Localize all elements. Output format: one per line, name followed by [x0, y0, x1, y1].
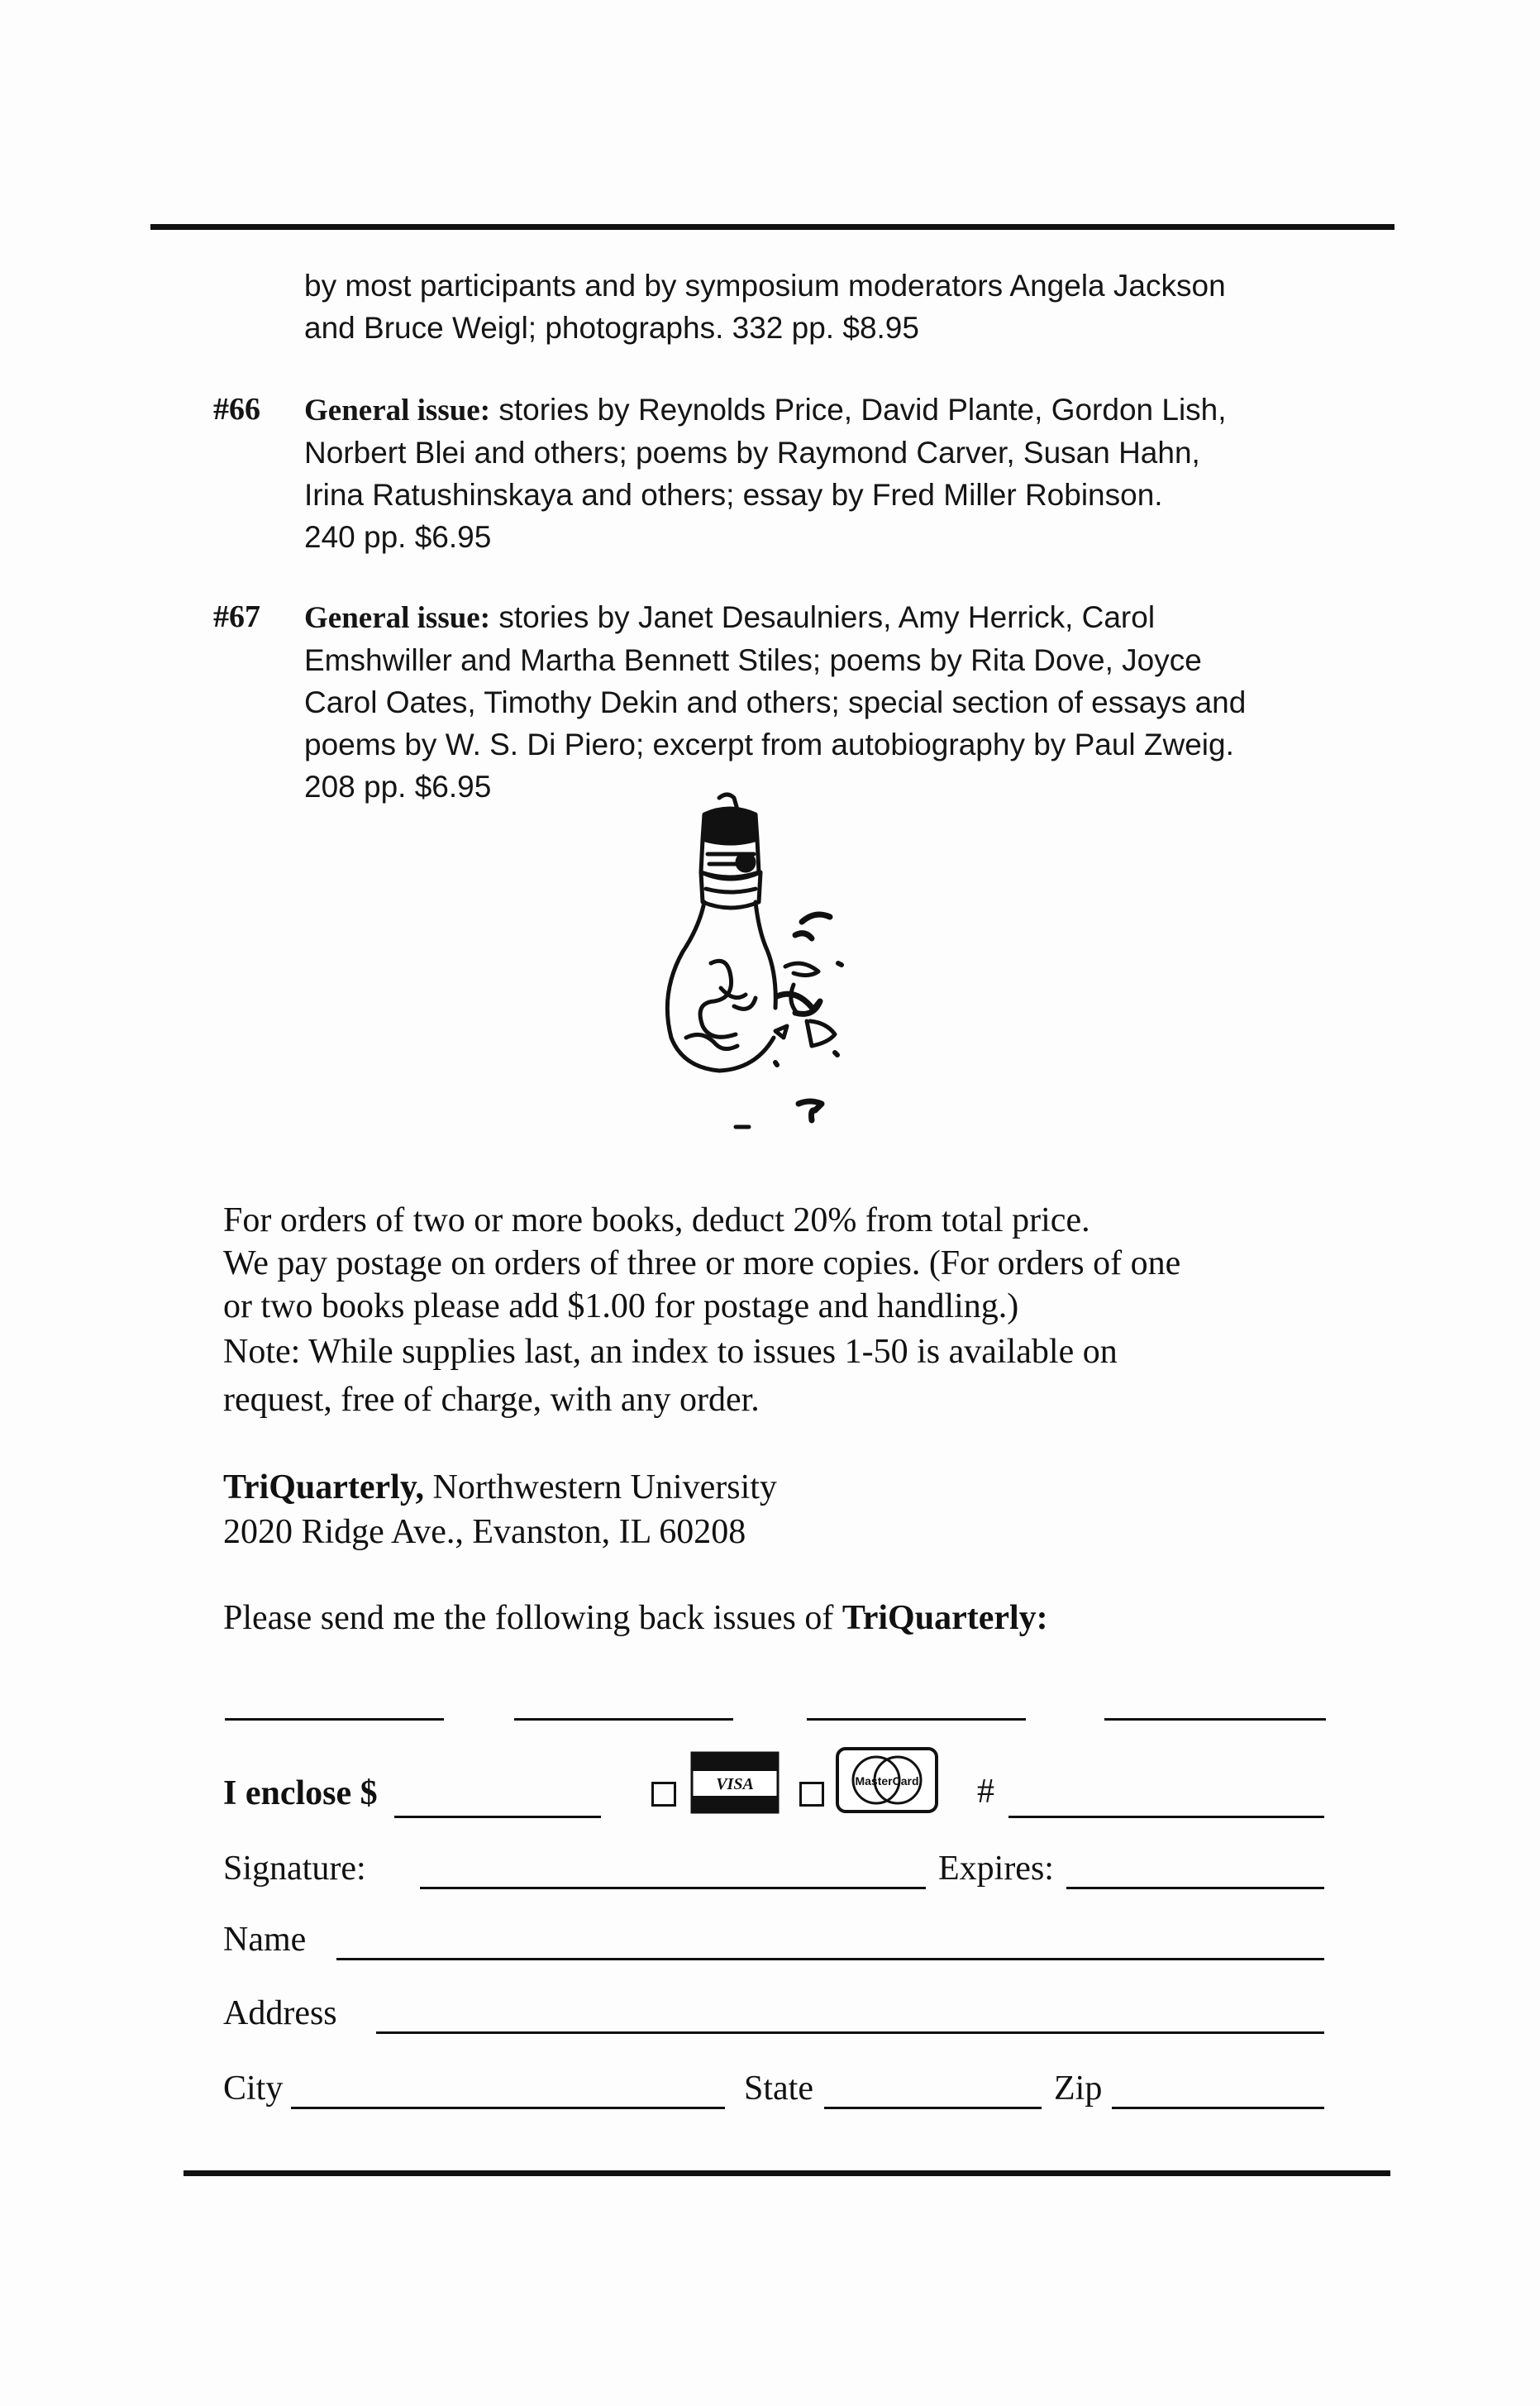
issue-blank-4[interactable]	[1104, 1718, 1326, 1721]
address-label: Address	[223, 1994, 337, 2032]
visa-label: VISA	[716, 1775, 754, 1793]
visa-card-icon	[690, 1748, 781, 1816]
notice-line: For orders of two or more books, deduct 20% from total price.	[223, 1201, 1090, 1239]
entry-line: stories by Janet Desaulniers, Amy Herrick, Carol	[490, 600, 1156, 634]
publisher-street: 2020 Ridge Ave., Evanston, IL 60208	[223, 1513, 746, 1551]
publisher-address	[223, 1465, 777, 1554]
name-field[interactable]	[336, 1958, 1324, 1960]
issue-entry-66	[213, 389, 1371, 558]
notice-line: We pay postage on orders of three or more copies. (For orders of one	[223, 1244, 1181, 1282]
issue-blank-2[interactable]	[514, 1718, 733, 1721]
request-text: Please send me the following back issues of	[223, 1599, 842, 1637]
city-label: City	[223, 2069, 284, 2108]
issue-number: #67	[213, 599, 260, 634]
issue-blank-1[interactable]	[225, 1718, 444, 1721]
entry-line: Emshwiller and Martha Bennett Stiles; poems by Rita Dove, Joyce	[304, 643, 1202, 677]
notice-line: or two books please add $1.00 for postage and handling.)	[223, 1287, 1019, 1325]
back-issue-catalog	[213, 265, 1371, 846]
entry-line: and Bruce Weigl; photographs. 332 pp. $8.95	[304, 311, 919, 345]
issue-blank-3[interactable]	[807, 1718, 1026, 1721]
signature-field[interactable]	[420, 1887, 926, 1889]
entry-price: 208 pp. $6.95	[304, 770, 492, 804]
mastercard-icon	[835, 1746, 939, 1814]
enclose-amount-field[interactable]	[394, 1816, 601, 1818]
top-rule	[150, 224, 1395, 230]
signature-label: Signature:	[223, 1850, 366, 1888]
state-field[interactable]	[824, 2107, 1042, 2109]
entry-line: poems by W. S. Di Piero; excerpt from autobiography by Paul Zweig.	[304, 728, 1234, 761]
journal-name: TriQuarterly:	[842, 1599, 1048, 1637]
entry-line: Carol Oates, Timothy Dekin and others; special section of essays and	[304, 685, 1247, 719]
back-issue-request	[223, 1598, 1048, 1638]
notice-line: Note: While supplies last, an index to issues 1-50 is available on	[223, 1333, 1118, 1371]
continued-entry	[213, 265, 1371, 349]
notice-line: request, free of charge, with any order.	[223, 1381, 760, 1419]
light-bulb-sketch-icon	[653, 790, 926, 1170]
entry-line: by most participants and by symposium moderators Angela Jackson	[304, 269, 1226, 303]
entry-line: Irina Ratushinskaya and others; essay by Fred Miller Robinson.	[304, 478, 1163, 512]
visa-checkbox[interactable]	[651, 1782, 676, 1807]
bottom-rule	[184, 2170, 1390, 2176]
issue-type: General issue:	[304, 601, 491, 635]
expires-field[interactable]	[1066, 1887, 1324, 1889]
enclose-label: I enclose $	[223, 1774, 378, 1812]
entry-line: Norbert Blei and others; poems by Raymond Carver, Susan Hahn,	[304, 436, 1200, 470]
entry-price: 240 pp. $6.95	[304, 520, 492, 554]
publisher-institution: Northwestern University	[424, 1468, 777, 1506]
mastercard-label: MasterCard	[855, 1774, 919, 1788]
issue-type: General issue:	[304, 394, 491, 427]
publisher-name: TriQuarterly,	[223, 1468, 424, 1506]
order-notice	[223, 1199, 1380, 1424]
issue-number: #66	[213, 392, 260, 427]
expires-label: Expires:	[938, 1850, 1054, 1888]
card-number-field[interactable]	[1008, 1816, 1324, 1818]
zip-field[interactable]	[1112, 2107, 1324, 2109]
city-field[interactable]	[291, 2107, 725, 2109]
entry-line: stories by Reynolds Price, David Plante, Gordon Lish,	[490, 393, 1227, 427]
mastercard-checkbox[interactable]	[799, 1782, 824, 1807]
name-label: Name	[223, 1921, 307, 1959]
state-label: State	[744, 2069, 813, 2108]
zip-label: Zip	[1054, 2069, 1103, 2108]
address-field[interactable]	[376, 2031, 1324, 2034]
card-number-label: #	[977, 1773, 994, 1811]
issue-entry-67	[213, 596, 1371, 808]
